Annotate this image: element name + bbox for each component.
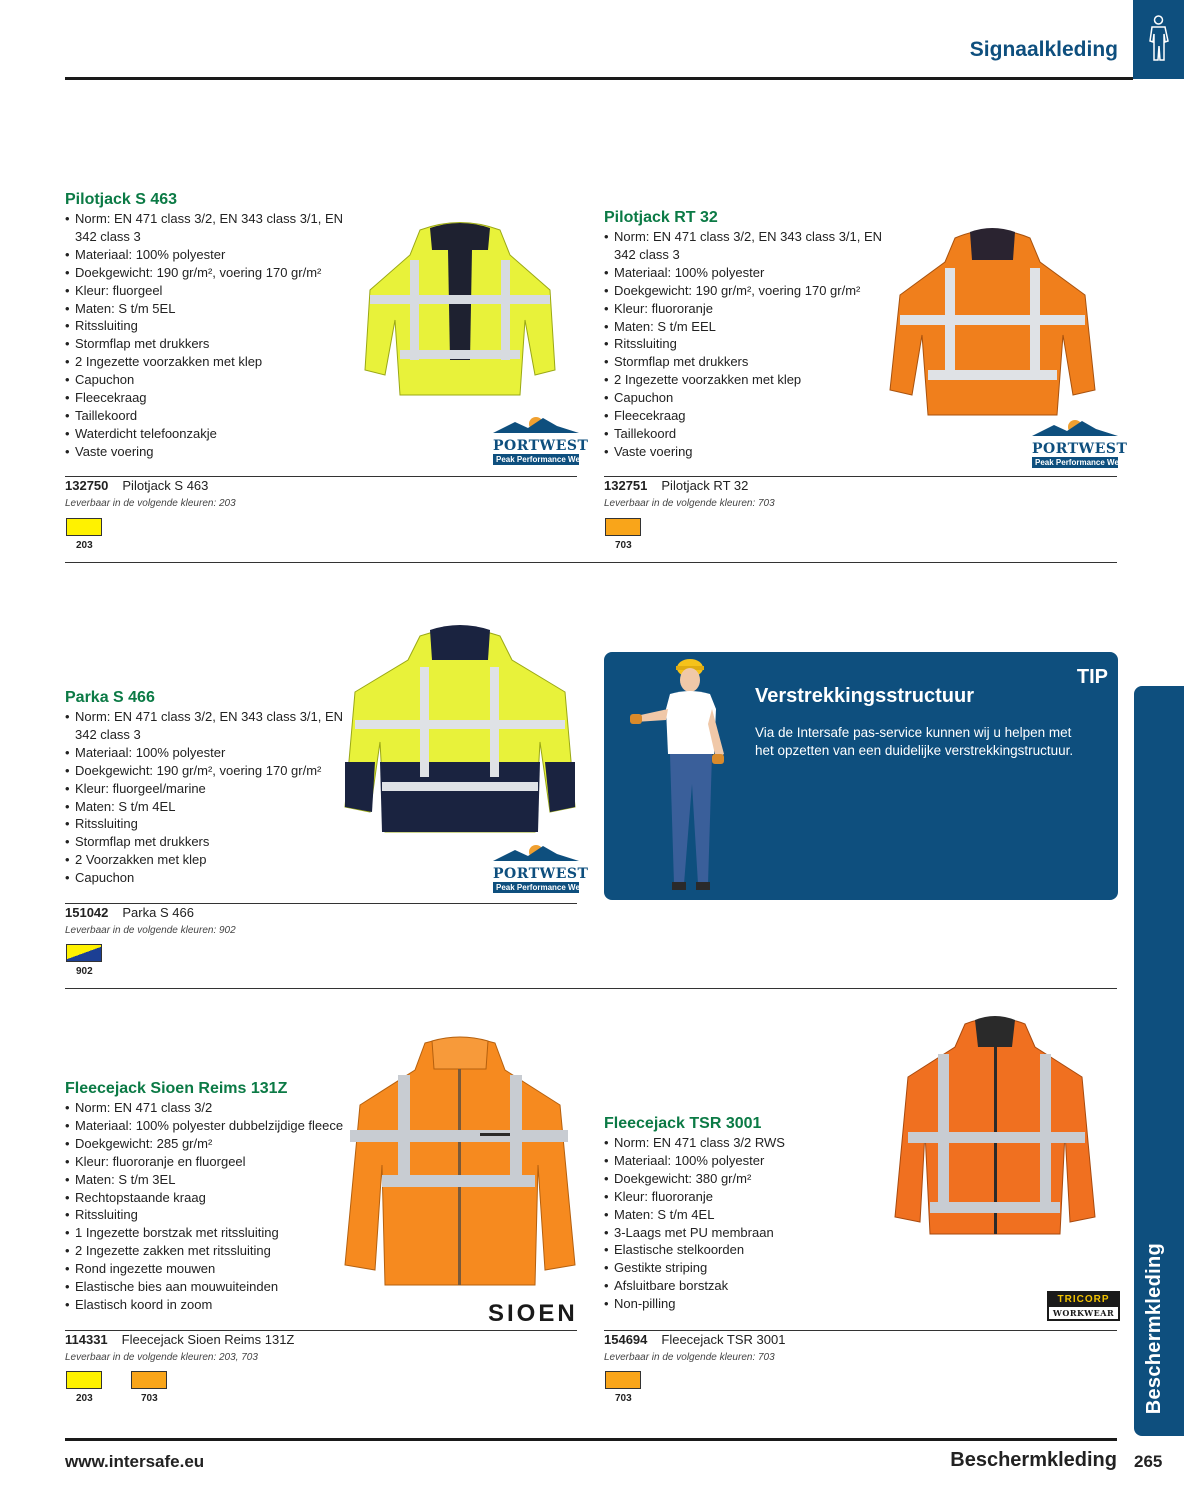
- article-name: Pilotjack S 463: [122, 478, 209, 493]
- spec-item: • Capuchon: [65, 371, 345, 389]
- spec-item: • Elastische bies aan mouwuiteinden: [65, 1278, 365, 1296]
- article-number: 151042: [65, 905, 109, 920]
- swatch-code: 703: [615, 1393, 632, 1404]
- portwest-logo: [493, 843, 589, 893]
- spec-item: • Maten: S t/m 4EL: [604, 1206, 884, 1224]
- swatch-code: 902: [76, 966, 93, 977]
- spec-item: • Stormflap met drukkers: [65, 833, 345, 851]
- availability-text: Leverbaar in de volgende kleuren: 703: [604, 498, 775, 509]
- color-swatch: [605, 1371, 641, 1389]
- spec-item: • 2 Voorzakken met klep: [65, 851, 345, 869]
- spec-item: • Norm: EN 471 class 3/2, EN 343 class 3/1, EN 342 class 3: [65, 708, 345, 744]
- spec-item: • 3-Laags met PU membraan: [604, 1224, 884, 1242]
- brand-name: PORTWEST: [493, 438, 589, 454]
- spec-item: • Vaste voering: [604, 443, 884, 461]
- brand-name: PORTWEST: [1032, 441, 1128, 457]
- article-number: 132750: [65, 478, 109, 493]
- product-title: Pilotjack RT 32: [604, 209, 718, 226]
- parka-image: [340, 622, 578, 837]
- tip-heading: Verstrekkingsstructuur: [755, 685, 974, 707]
- worker-figure-image: [624, 654, 744, 894]
- spec-item: • Doekgewicht: 190 gr/m², voering 170 gr/m²: [65, 762, 345, 780]
- tip-box: [604, 652, 1118, 900]
- product-specs: [604, 228, 884, 461]
- mountain-logo-icon: [493, 415, 579, 433]
- spec-item: • 2 Ingezette voorzakken met klep: [65, 353, 345, 371]
- article-number: 154694: [604, 1332, 648, 1347]
- article-line: [604, 1332, 785, 1347]
- spec-item: • Norm: EN 471 class 3/2, EN 343 class 3/1, EN 342 class 3: [604, 228, 884, 264]
- spec-item: • Ritssluiting: [65, 815, 345, 833]
- spec-item: • Materiaal: 100% polyester: [65, 744, 345, 762]
- worker-coverall-icon: [1133, 0, 1184, 79]
- spec-item: • Stormflap met drukkers: [65, 335, 345, 353]
- brand-name: PORTWEST: [493, 866, 589, 882]
- footer-divider: [65, 1438, 1117, 1441]
- side-section-label: Beschermkleding: [1143, 1242, 1165, 1414]
- color-swatch: [131, 1371, 167, 1389]
- spec-item: • Taillekoord: [604, 425, 884, 443]
- article-number: 114331: [65, 1332, 108, 1347]
- spec-item: • Norm: EN 471 class 3/2: [65, 1099, 365, 1117]
- product-title: Fleecejack Sioen Reims 131Z: [65, 1080, 288, 1097]
- portwest-logo: [1032, 418, 1128, 468]
- spec-item: • Maten: S t/m 4EL: [65, 798, 345, 816]
- product-specs: [65, 1099, 365, 1314]
- mountain-logo-icon: [493, 843, 579, 861]
- spec-item: • Vaste voering: [65, 443, 345, 461]
- product-title: Fleecejack TSR 3001: [604, 1115, 762, 1132]
- spec-item: • 1 Ingezette borstzak met ritssluiting: [65, 1224, 365, 1242]
- spec-item: • Stormflap met drukkers: [604, 353, 884, 371]
- product-divider: [65, 1330, 577, 1331]
- side-section-tab: [1134, 686, 1184, 1436]
- spec-item: • Capuchon: [65, 869, 345, 887]
- tricorp-logo: [1047, 1291, 1120, 1321]
- product-title: Parka S 466: [65, 689, 155, 706]
- article-line: [65, 1332, 294, 1347]
- tip-label: TIP: [1076, 666, 1108, 688]
- spec-item: • Doekgewicht: 190 gr/m², voering 170 gr/m²: [604, 282, 884, 300]
- spec-item: • Materiaal: 100% polyester dubbelzijdige fleece: [65, 1117, 365, 1135]
- color-swatch: [66, 944, 102, 962]
- spec-item: • Doekgewicht: 190 gr/m², voering 170 gr/m²: [65, 264, 345, 282]
- mountain-logo-icon: [1032, 418, 1118, 436]
- pilotjack-yellow-image: [360, 210, 560, 405]
- availability-text: Leverbaar in de volgende kleuren: 902: [65, 925, 236, 936]
- spec-item: • Norm: EN 471 class 3/2, EN 343 class 3/1, EN 342 class 3: [65, 210, 345, 246]
- spec-item: • Kleur: fluororanje: [604, 1188, 884, 1206]
- spec-item: • Kleur: fluororanje: [604, 300, 884, 318]
- spec-item: • Elastische stelkoorden: [604, 1241, 884, 1259]
- color-swatch: [66, 1371, 102, 1389]
- product-divider: [65, 903, 577, 904]
- spec-item: • Non-pilling: [604, 1295, 884, 1313]
- product-divider: [604, 476, 1117, 477]
- spec-item: • Kleur: fluorgeel: [65, 282, 345, 300]
- brand-name: TRICORP: [1049, 1293, 1118, 1307]
- product-divider: [604, 1330, 1117, 1331]
- spec-item: • Maten: S t/m 3EL: [65, 1171, 365, 1189]
- brand-tagline: Peak Performance Wear: [493, 882, 579, 893]
- availability-text: Leverbaar in de volgende kleuren: 203: [65, 498, 236, 509]
- swatch-code: 703: [615, 540, 632, 551]
- spec-item: • Doekgewicht: 380 gr/m²: [604, 1170, 884, 1188]
- header-tab: [1133, 0, 1184, 79]
- article-line: [65, 905, 194, 920]
- article-line: [65, 478, 208, 493]
- swatch-code: 203: [76, 540, 93, 551]
- swatch-code: 203: [76, 1393, 93, 1404]
- spec-item: • Elastisch koord in zoom: [65, 1296, 365, 1314]
- color-swatch: [605, 518, 641, 536]
- spec-item: • Ritssluiting: [65, 1206, 365, 1224]
- spec-item: • 2 Ingezette zakken met ritssluiting: [65, 1242, 365, 1260]
- spec-item: • Materiaal: 100% polyester: [604, 264, 884, 282]
- spec-item: • Ritssluiting: [65, 317, 345, 335]
- fleecejack-tsr-image: [890, 1012, 1100, 1237]
- article-name: Fleecejack Sioen Reims 131Z: [121, 1332, 295, 1347]
- brand-tagline: WORKWEAR: [1052, 1308, 1115, 1318]
- spec-item: • Doekgewicht: 285 gr/m²: [65, 1135, 365, 1153]
- spec-item: • Fleecekraag: [65, 389, 345, 407]
- article-name: Fleecejack TSR 3001: [661, 1332, 786, 1347]
- spec-item: • Kleur: fluorgeel/marine: [65, 780, 345, 798]
- article-number: 132751: [604, 478, 648, 493]
- tip-text: Via de Intersafe pas-service kunnen wij u helpen met het opzetten van een duidelijke verstrekkingstructuur.: [755, 725, 1074, 758]
- spec-item: • Maten: S t/m EEL: [604, 318, 884, 336]
- spec-item: • Materiaal: 100% polyester: [604, 1152, 884, 1170]
- spec-item: • Fleecekraag: [604, 407, 884, 425]
- pilotjack-orange-image: [885, 220, 1100, 420]
- row-divider: [65, 562, 1117, 563]
- spec-item: • Ritssluiting: [604, 335, 884, 353]
- article-line: [604, 478, 748, 493]
- portwest-logo: [493, 415, 589, 465]
- spec-item: • Kleur: fluororanje en fluorgeel: [65, 1153, 365, 1171]
- product-specs: [65, 210, 345, 461]
- product-title: Pilotjack S 463: [65, 191, 178, 208]
- footer-website-link[interactable]: www.intersafe.eu: [65, 1452, 205, 1471]
- article-name: Pilotjack RT 32: [661, 478, 749, 493]
- product-specs: [604, 1134, 884, 1313]
- swatch-code: 703: [141, 1393, 158, 1404]
- product-divider: [65, 476, 577, 477]
- spec-item: • Rond ingezette mouwen: [65, 1260, 365, 1278]
- spec-item: • 2 Ingezette voorzakken met klep: [604, 371, 884, 389]
- page-section-title: Signaalkleding: [969, 38, 1118, 61]
- fleecejack-sioen-image: [340, 1035, 578, 1290]
- spec-item: • Afsluitbare borstzak: [604, 1277, 884, 1295]
- spec-item: • Capuchon: [604, 389, 884, 407]
- availability-text: Leverbaar in de volgende kleuren: 203, 703: [65, 1352, 258, 1363]
- spec-item: • Materiaal: 100% polyester: [65, 246, 345, 264]
- color-swatch: [66, 518, 102, 536]
- article-name: Parka S 466: [122, 905, 194, 920]
- spec-item: • Norm: EN 471 class 3/2 RWS: [604, 1134, 884, 1152]
- page-number: 265: [1134, 1452, 1163, 1471]
- spec-item: • Rechtopstaande kraag: [65, 1189, 365, 1207]
- header-divider: [65, 77, 1133, 80]
- spec-item: • Waterdicht telefoonzakje: [65, 425, 345, 443]
- row-divider: [65, 988, 1117, 989]
- brand-tagline: Peak Performance Wear: [1032, 457, 1118, 468]
- spec-item: • Gestikte striping: [604, 1259, 884, 1277]
- spec-item: • Taillekoord: [65, 407, 345, 425]
- footer-section-title: Beschermkleding: [950, 1449, 1117, 1471]
- availability-text: Leverbaar in de volgende kleuren: 703: [604, 1352, 775, 1363]
- product-specs: [65, 708, 345, 887]
- sioen-logo: SIOEN: [488, 1300, 578, 1327]
- brand-tagline: Peak Performance Wear: [493, 454, 579, 465]
- spec-item: • Maten: S t/m 5EL: [65, 300, 345, 318]
